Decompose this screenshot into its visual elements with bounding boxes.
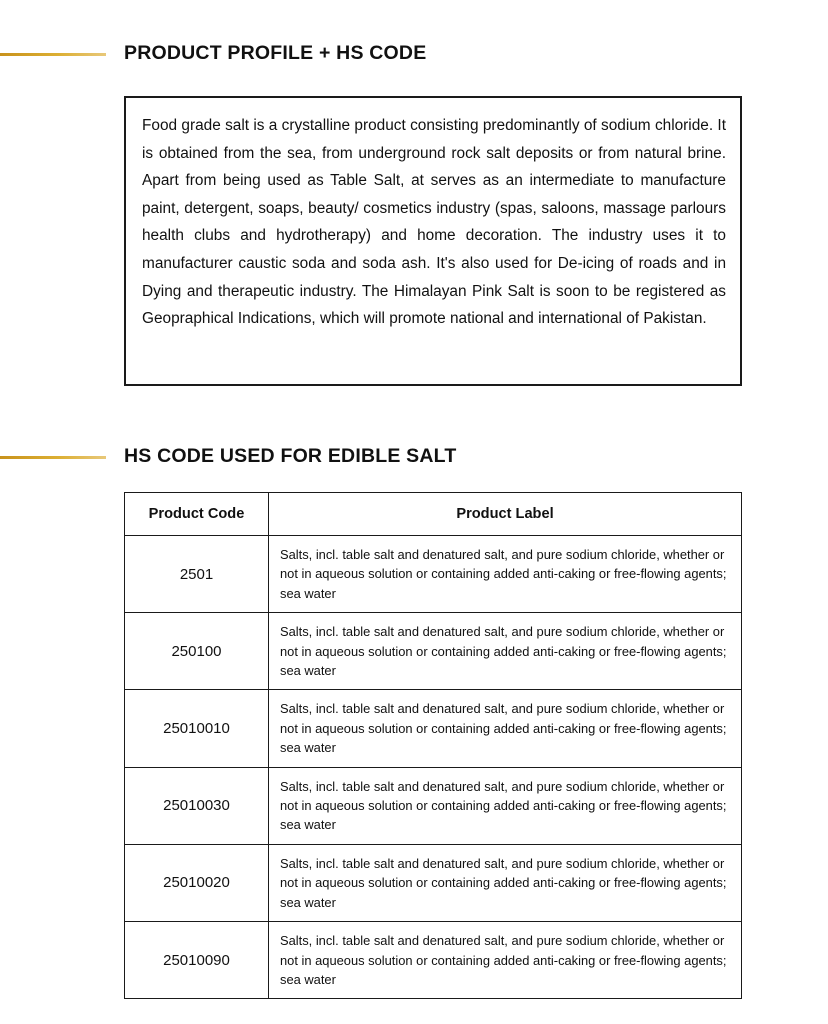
cell-product-code: 25010020 (125, 844, 269, 921)
table-body (125, 536, 742, 999)
table-row (125, 690, 742, 767)
column-header-product-label: Product Label (269, 493, 742, 536)
column-header-product-code: Product Code (125, 493, 269, 536)
hs-code-table (124, 492, 742, 999)
cell-product-code: 25010030 (125, 767, 269, 844)
hs-code-heading: HS CODE USED FOR EDIBLE SALT (124, 445, 457, 467)
table-row (125, 767, 742, 844)
cell-product-label: Salts, incl. table salt and denatured salt, and pure sodium chloride, whether or not in aqueous solution or containing added anti-caking or free-flowing agents; sea water (269, 536, 742, 613)
cell-product-code: 2501 (125, 536, 269, 613)
hs-code-heading-block (0, 441, 828, 475)
product-profile-heading: PRODUCT PROFILE + HS CODE (124, 42, 427, 64)
cell-product-label: Salts, incl. table salt and denatured salt, and pure sodium chloride, whether or not in aqueous solution or containing added anti-caking or free-flowing agents; sea water (269, 767, 742, 844)
cell-product-label: Salts, incl. table salt and denatured salt, and pure sodium chloride, whether or not in aqueous solution or containing added anti-caking or free-flowing agents; sea water (269, 690, 742, 767)
cell-product-label: Salts, incl. table salt and denatured salt, and pure sodium chloride, whether or not in aqueous solution or containing added anti-caking or free-flowing agents; sea water (269, 922, 742, 999)
table-header-row (125, 493, 742, 536)
table-header (125, 493, 742, 536)
product-profile-paragraph: Food grade salt is a crystalline product consisting predominantly of sodium chloride. It is obtained from the sea, from underground rock salt deposits or from natural brine. Apart from being used as Table Salt, at serves as an intermediate to manufacture paint, detergent, soaps, beauty/ cosmetics industry (spas, saloons, massage parlours health clubs and hydrotherapy) and home decoration. The industry uses it to manufacturer caustic soda and soda ash. It's also used for De-icing of roads and in Dying and therapeutic industry. The Himalayan Pink Salt is soon to be registered as Geopraphical Indications, which will promote national and international of Pakistan. (142, 117, 726, 328)
table-row (125, 536, 742, 613)
cell-product-label: Salts, incl. table salt and denatured salt, and pure sodium chloride, whether or not in aqueous solution or containing added anti-caking or free-flowing agents; sea water (269, 844, 742, 921)
product-profile-heading-block (0, 38, 828, 72)
accent-rule-icon (0, 456, 106, 459)
cell-product-label: Salts, incl. table salt and denatured salt, and pure sodium chloride, whether or not in aqueous solution or containing added anti-caking or free-flowing agents; sea water (269, 613, 742, 690)
cell-product-code: 25010090 (125, 922, 269, 999)
table-row (125, 922, 742, 999)
product-profile-box (124, 96, 742, 386)
table-row (125, 844, 742, 921)
accent-rule-icon (0, 53, 106, 56)
cell-product-code: 25010010 (125, 690, 269, 767)
cell-product-code: 250100 (125, 613, 269, 690)
table-row (125, 613, 742, 690)
